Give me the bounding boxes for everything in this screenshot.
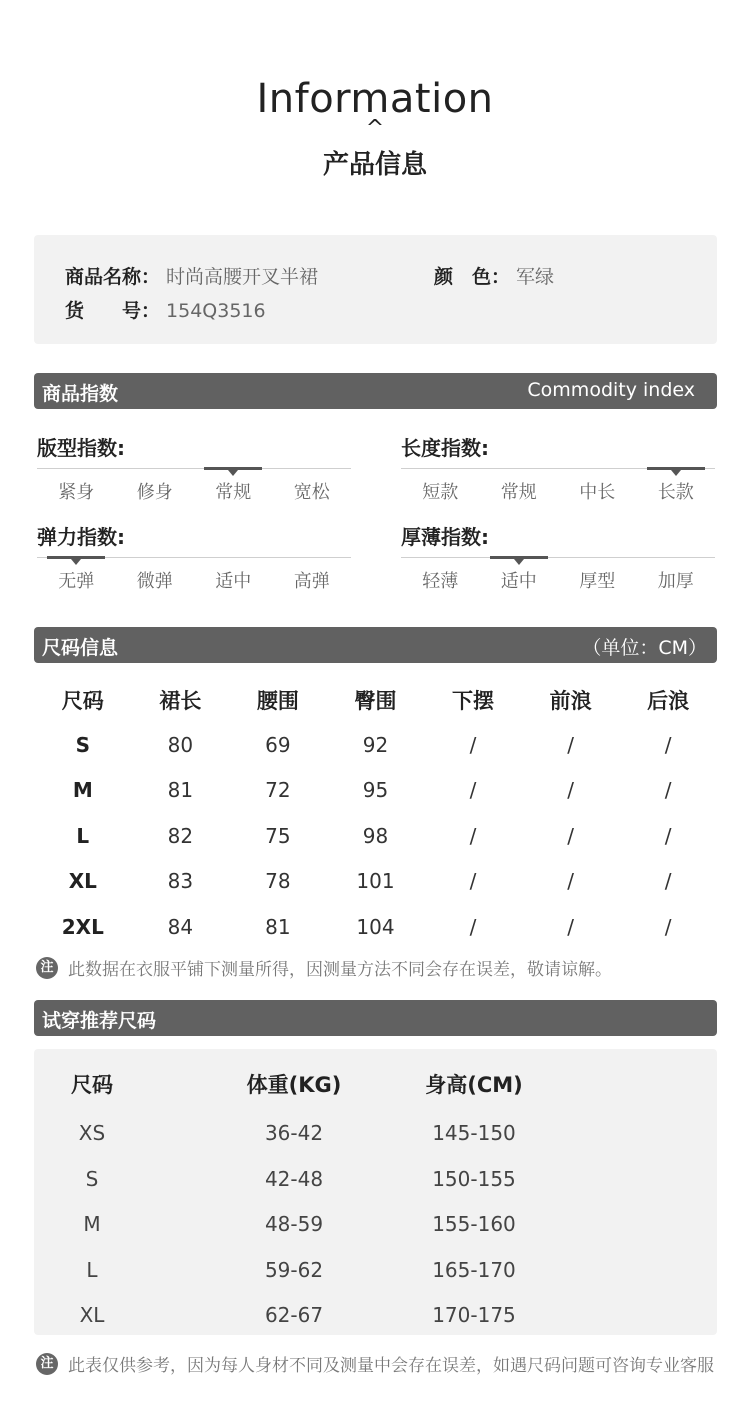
product-name-field (65, 262, 318, 289)
table-row (34, 1121, 717, 1161)
product-color-field (434, 262, 554, 289)
table-cell: 2XL (61, 914, 104, 939)
product-color-value: 军绿 (516, 266, 555, 288)
table-cell: XL (68, 869, 97, 894)
table-cell: / (469, 823, 477, 848)
scale-option: 厚型 (579, 571, 616, 592)
commodity-index-title: 商品指数 (42, 383, 119, 405)
length-index-label: 长度指数: (401, 436, 489, 460)
table-cell: / (469, 869, 477, 894)
scale-marker-icon (47, 556, 105, 559)
scale-option: 适中 (215, 571, 252, 592)
table-cell: 170-175 (432, 1303, 516, 1327)
scale-option: 微弹 (136, 571, 173, 592)
product-code-value: 154Q3516 (166, 300, 266, 322)
commodity-index-bar (34, 373, 717, 409)
measurement-note (36, 955, 612, 980)
scale-option: 紧身 (58, 482, 95, 503)
page-title: Information (256, 76, 494, 122)
table-cell: 69 (265, 732, 291, 757)
table-row (34, 768, 717, 814)
table-cell: 98 (362, 823, 389, 848)
table-cell: / (664, 823, 672, 848)
product-name-value: 时尚高腰开叉半裙 (166, 266, 319, 288)
length-index-scale (401, 468, 715, 508)
size-table (34, 678, 717, 950)
table-row (34, 1167, 717, 1207)
commodity-index-title-en: Commodity index (527, 379, 695, 401)
table-cell: S (85, 1166, 99, 1191)
recommend-header-cell: 体重(KG) (246, 1073, 342, 1097)
table-cell: 95 (362, 778, 389, 803)
table-cell: 101 (356, 869, 395, 894)
table-cell: 62-67 (264, 1303, 324, 1327)
table-cell: 72 (265, 778, 291, 803)
size-table-header-cell: 下摆 (452, 689, 495, 713)
size-table-header-cell: 裙长 (159, 689, 202, 713)
size-info-unit: （单位：CM） (582, 637, 707, 659)
table-cell: 145-150 (432, 1121, 516, 1145)
thickness-index-scale (401, 557, 715, 597)
table-cell: S (75, 732, 90, 757)
table-cell: / (567, 778, 574, 803)
scale-option: 短款 (422, 482, 459, 503)
table-row (34, 722, 717, 768)
scale-marker-icon (647, 467, 705, 470)
size-table-header-cell: 臀围 (354, 689, 397, 713)
recommend-size-table (34, 1049, 717, 1335)
table-row (34, 1212, 717, 1252)
table-cell: M (83, 1212, 101, 1236)
page-subtitle: 产品信息 (322, 150, 427, 180)
scale-marker-icon (490, 556, 548, 559)
scale-line (37, 468, 351, 469)
table-cell: / (469, 732, 477, 757)
scale-option: 常规 (215, 482, 252, 503)
table-cell: / (567, 914, 574, 939)
table-cell: L (76, 823, 90, 848)
size-info-title: 尺码信息 (42, 637, 119, 659)
size-table-header (34, 678, 717, 722)
size-info-bar (34, 627, 717, 663)
recommend-note (36, 1351, 714, 1376)
table-cell: / (567, 823, 574, 848)
table-cell: XS (78, 1121, 106, 1145)
caret-up-icon: ^ (365, 116, 385, 141)
table-cell: 78 (265, 869, 291, 894)
table-cell: 84 (167, 914, 194, 939)
scale-option: 长款 (657, 482, 694, 503)
scale-line (401, 557, 715, 558)
recommend-header-cell: 尺码 (71, 1073, 113, 1097)
product-code-field (65, 296, 266, 323)
table-cell: / (664, 778, 672, 803)
table-cell: 83 (167, 869, 194, 894)
table-cell: / (664, 869, 672, 894)
table-cell: 150-155 (432, 1166, 516, 1191)
scale-option: 中长 (579, 482, 616, 503)
table-cell: 104 (356, 914, 395, 939)
recommend-header-cell: 身高(CM) (425, 1073, 523, 1097)
recommend-size-bar (34, 1000, 717, 1036)
scale-marker-icon (204, 467, 262, 470)
table-cell: / (469, 778, 477, 803)
stretch-index-scale (37, 557, 351, 597)
recommend-note-text: 此表仅供参考，因为每人身材不同及测量中会存在误差，如遇尺码问题可咨询专业客服 (68, 1356, 714, 1376)
recommend-size-title: 试穿推荐尺码 (42, 1010, 157, 1032)
product-code-label: 货 号： (65, 300, 161, 322)
table-cell: / (469, 914, 477, 939)
table-cell: L (86, 1257, 98, 1282)
product-name-label: 商品名称： (65, 266, 161, 288)
table-cell: M (72, 778, 93, 803)
measurement-note-text: 此数据在衣服平铺下测量所得，因测量方法不同会存在误差，敬请谅解。 (68, 960, 612, 980)
table-cell: XL (79, 1303, 105, 1327)
scale-option: 轻薄 (422, 571, 459, 592)
table-cell: / (664, 914, 672, 939)
fit-index-scale (37, 468, 351, 508)
size-table-header-cell: 腰围 (256, 689, 299, 713)
thickness-index-label: 厚薄指数: (401, 525, 489, 549)
scale-option: 宽松 (293, 482, 330, 503)
table-row (34, 859, 717, 905)
scale-option: 修身 (136, 482, 173, 503)
table-cell: / (567, 732, 574, 757)
table-cell: 75 (265, 823, 291, 848)
product-color-label: 颜 色： (434, 266, 511, 288)
table-row (34, 1258, 717, 1298)
table-cell: 92 (362, 732, 389, 757)
table-cell: / (664, 732, 672, 757)
table-row (34, 904, 717, 950)
table-cell: 80 (167, 732, 194, 757)
size-table-header-cell: 尺码 (61, 689, 104, 713)
scale-option: 无弹 (58, 571, 95, 592)
table-row (34, 813, 717, 859)
scale-option: 高弹 (293, 571, 330, 592)
table-cell: 42-48 (264, 1166, 324, 1191)
scale-option: 适中 (500, 571, 537, 592)
table-cell: 48-59 (264, 1212, 324, 1236)
scale-option: 常规 (500, 482, 537, 503)
size-table-header-cell: 后浪 (647, 689, 690, 713)
table-cell: 81 (167, 778, 194, 803)
product-info-box (34, 235, 717, 344)
note-icon: 注 (36, 957, 58, 979)
table-row (34, 1303, 717, 1343)
table-cell: 59-62 (264, 1257, 324, 1282)
table-cell: / (567, 869, 574, 894)
table-cell: 82 (167, 823, 194, 848)
note-icon: 注 (36, 1353, 58, 1375)
size-table-header-cell: 前浪 (549, 689, 592, 713)
table-cell: 36-42 (264, 1121, 324, 1145)
fit-index-label: 版型指数: (37, 436, 125, 460)
table-cell: 165-170 (432, 1257, 516, 1282)
stretch-index-label: 弹力指数: (37, 525, 125, 549)
scale-option: 加厚 (657, 571, 694, 592)
table-cell: 155-160 (432, 1212, 516, 1236)
table-cell: 81 (265, 914, 291, 939)
recommend-table-header (34, 1069, 717, 1109)
